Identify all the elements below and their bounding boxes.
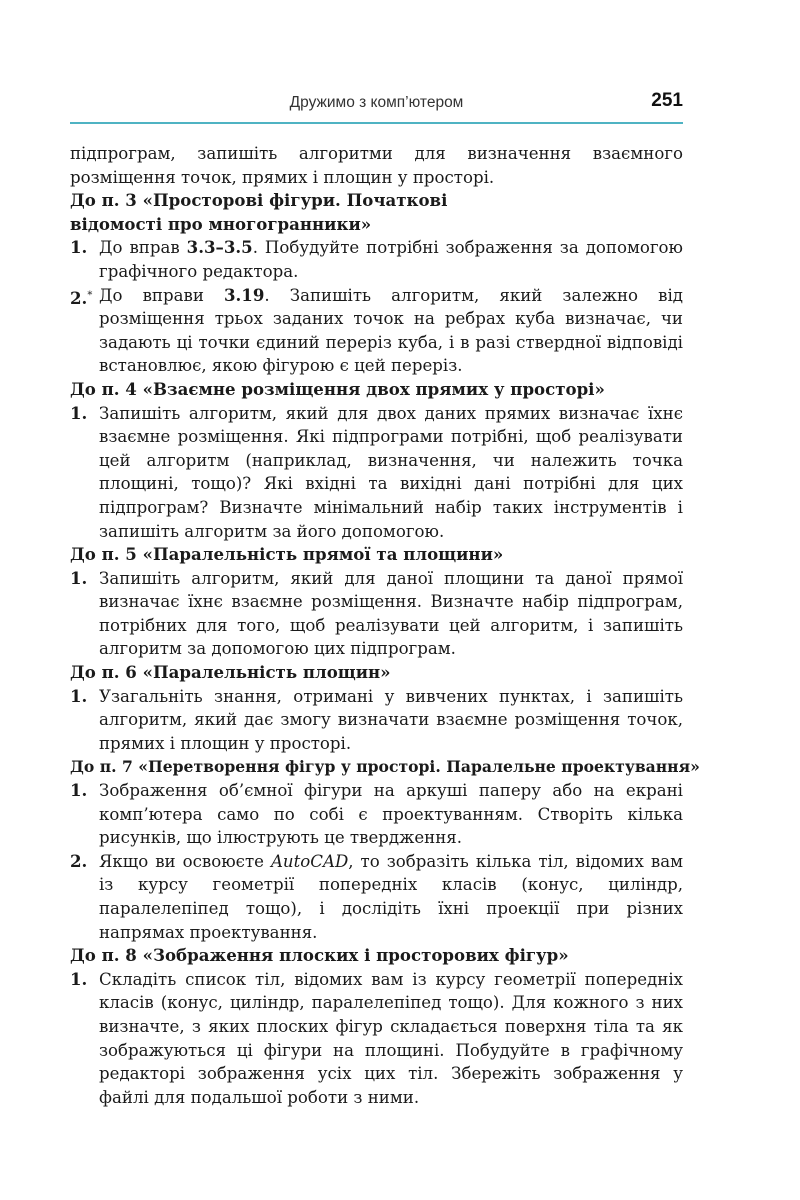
page-number: 251 (651, 90, 683, 111)
section-heading-4: До п. 4 «Взаємне розміщення двох прямих у просторі» (70, 378, 605, 399)
item-text: . Побудуйте потрібні зображення за допомогою графічного редактора. (99, 238, 683, 281)
page-header (70, 92, 683, 124)
item-text: Узагальніть знання, отримані у вивчених пунктах, і запишіть алгоритм, який дає змогу визначати взаємне розміщення точок, прямих і площин у просторі. (99, 686, 683, 753)
item-text-pre: До вправ (99, 238, 187, 258)
list-item (70, 850, 683, 944)
item-text-pre: Якщо ви освоюєте (99, 851, 271, 871)
exercise-ref: 3.19 (223, 284, 265, 305)
list-item (70, 567, 683, 661)
item-text: Складіть список тіл, відомих вам із курсу геометрії попередніх класів (конус, циліндр, паралелепіпед тощо). Для кожного з них визначте, з яких плоских фігур складається поверхня тіла та як зображуються ці фігури на площині. Побудуйте в графічному редакторі зображення усіх цих тіл. Збережіть зображення у файлі для подальшої роботи з ними. (99, 969, 683, 1107)
page-content (70, 142, 700, 1109)
section-heading-6: До п. 6 «Паралельність площин» (70, 662, 391, 683)
item-number: 1. (70, 685, 88, 706)
item-number: 1. (70, 968, 88, 989)
item-number: 2.* (70, 287, 93, 308)
item-number: 1. (70, 567, 88, 588)
exercise-ref: 3.3–3.5 (186, 237, 253, 258)
section-heading-3: До п. 3 «Просторові фігури. Початкові відомості про многогранники» (70, 190, 448, 234)
list-item (70, 968, 683, 1110)
list-item (70, 284, 683, 378)
running-title: Дружимо з комп’ютером (289, 94, 464, 111)
item-text: , то зобразіть кілька тіл, відомих вам із курсу геометрії попередніх класів (конус, циліндр, паралелепіпед тощо), і дослідіть їхні проекції при різних напрямах проектування. (99, 851, 683, 942)
section-heading-5: До п. 5 «Паралельність прямої та площини» (70, 544, 504, 565)
list-item (70, 685, 683, 756)
list-item (70, 402, 683, 544)
item-text: Запишіть алгоритм, який для двох даних прямих визначає їхнє взаємне розміщення. Які підпрограми потрібні, щоб реалізувати цей алгоритм (наприклад, визначення, чи належить точка площині, тощо)? Які вхідні та вихідні дані потрібні для цих підпрограм? Визначте мінімальний набір таких інструментів і запишіть алгоритм за його допомогою. (99, 403, 683, 541)
section-heading-8: До п. 8 «Зображення плоских і просторових фігур» (70, 945, 569, 966)
list-item (70, 236, 683, 283)
item-text: Запишіть алгоритм, який для даної площини та даної прямої визначає їхнє взаємне розміщення. Визначте набір підпрограм, потрібних для того, щоб реалізувати цей алгоритм, і запишіть алгоритм за допомогою цих підпрограм. (99, 568, 683, 659)
item-number: 1. (70, 402, 88, 423)
section-heading-7: До п. 7 «Перетворення фігур у просторі. Паралельне проектування» (70, 757, 700, 777)
difficulty-mark: * (87, 289, 93, 301)
item-number: 2. (70, 850, 88, 871)
item-number: 1. (70, 237, 88, 258)
item-number: 1. (70, 780, 88, 801)
item-text: Зображення об’ємної фігури на аркуші паперу або на екрані комп’ютера само по собі є проектуванням. Створіть кілька рисунків, що ілюструють це твердження. (99, 781, 683, 848)
software-name: AutoCAD (270, 851, 349, 871)
item-text-pre: До вправи (99, 285, 224, 305)
intro-paragraph: підпрограм, запишіть алгоритми для визначення взаємного розміщення точок, прямих і площин у просторі. (70, 144, 683, 187)
item-text: . Запишіть алгоритм, який залежно від розміщення трьох заданих точок на ребрах куба визначає, чи задають ці точки єдиний переріз куба, і в разі ствердної відповіді встановлює, якою фігурою є цей переріз. (99, 285, 683, 376)
list-item (70, 779, 683, 850)
